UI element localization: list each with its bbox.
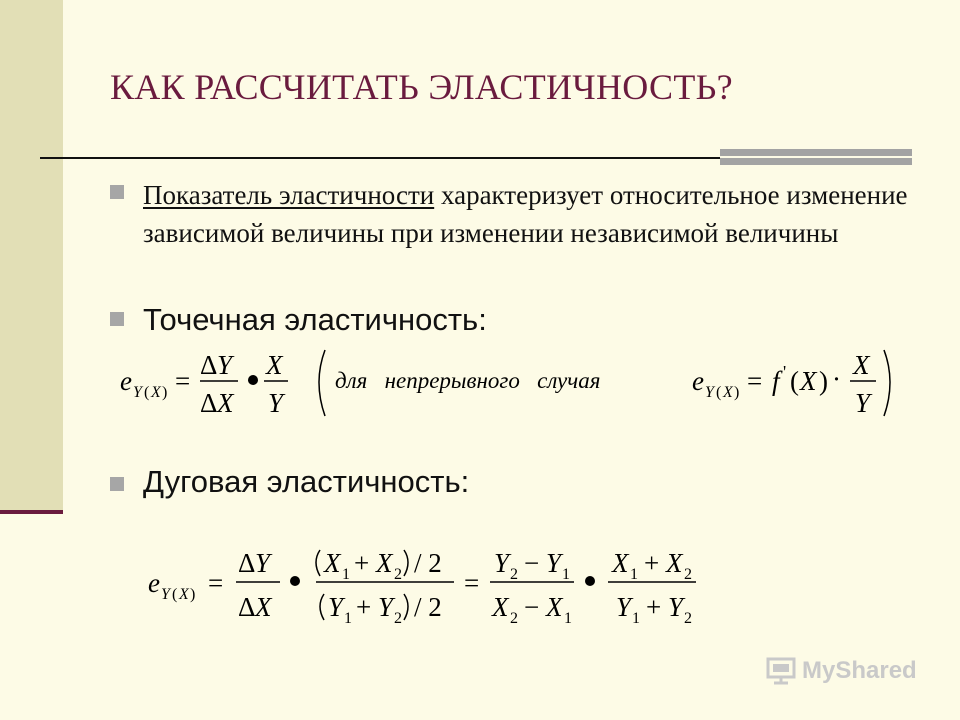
svg-text:X: X: [853, 350, 870, 380]
svg-text:=: =: [464, 568, 480, 598]
svg-text:(: (: [144, 384, 150, 401]
svg-text:): ): [819, 366, 828, 396]
svg-text:1: 1: [632, 610, 640, 627]
svg-text:(: (: [790, 366, 799, 396]
arc-elasticity-heading: Дуговая эластичность:: [143, 464, 470, 499]
svg-text:=: =: [208, 568, 224, 598]
svg-text:Y: Y: [255, 548, 271, 578]
svg-text:=: =: [747, 366, 763, 396]
svg-text:X: X: [546, 592, 563, 622]
svg-text:−: −: [524, 548, 540, 578]
svg-text:e: e: [120, 366, 132, 396]
svg-text:X: X: [666, 548, 683, 578]
svg-text:(: (: [172, 586, 178, 603]
svg-text:+: +: [646, 592, 662, 622]
svg-text:Y: Y: [133, 384, 142, 401]
svg-text:2: 2: [394, 566, 402, 583]
bullet-marker: [110, 185, 124, 199]
svg-text:Δ: Δ: [238, 548, 256, 578]
svg-text:Y: Y: [161, 586, 170, 603]
svg-text:/ 2: / 2: [414, 592, 442, 622]
svg-text:Y: Y: [705, 384, 714, 401]
svg-text:1: 1: [564, 610, 572, 627]
svg-text:1: 1: [344, 610, 352, 627]
svg-text:(: (: [716, 384, 722, 401]
svg-text:2: 2: [510, 566, 518, 583]
definition-term: Показатель эластичности: [143, 180, 435, 210]
svg-text:Δ: Δ: [238, 592, 256, 622]
svg-text:/ 2: / 2: [414, 548, 442, 578]
svg-text:X: X: [492, 592, 509, 622]
svg-text:e: e: [148, 568, 160, 598]
side-band-accent: [0, 510, 63, 514]
svg-text:X: X: [255, 592, 272, 622]
slide-title: КАК РАССЧИТАТЬ ЭЛАСТИЧНОСТЬ?: [110, 67, 733, 107]
svg-text:1: 1: [562, 566, 570, 583]
svg-text:2: 2: [394, 610, 402, 627]
bullet-marker: [110, 312, 124, 326]
svg-text:): ): [734, 384, 740, 401]
svg-text:+: +: [356, 592, 372, 622]
svg-text:X: X: [266, 350, 283, 380]
svg-text:Y: Y: [494, 548, 510, 578]
svg-text:·: ·: [832, 364, 841, 394]
svg-text:X: X: [179, 586, 189, 603]
svg-text:=: =: [175, 366, 191, 396]
arc-elasticity-formula: [148, 530, 748, 630]
svg-text:Y: Y: [378, 592, 394, 622]
definition-text: характеризует относительное изменение зависимой величины при изменении независимой величины: [143, 180, 908, 248]
watermark-text: MyShared: [802, 657, 917, 684]
svg-text:Y: Y: [268, 388, 284, 418]
svg-text:Y: Y: [855, 388, 871, 418]
title-underline: [40, 157, 720, 159]
svg-text:2: 2: [510, 610, 518, 627]
svg-text:e: e: [692, 366, 704, 396]
svg-text:X: X: [723, 384, 733, 401]
svg-text:X: X: [376, 548, 393, 578]
svg-text:Y: Y: [546, 548, 562, 578]
svg-text:+: +: [354, 548, 370, 578]
svg-text:Δ: Δ: [200, 350, 218, 380]
continuous-case-label: для непрерывного случая: [335, 368, 601, 393]
svg-text:Δ: Δ: [200, 388, 218, 418]
svg-text:': ': [783, 362, 787, 382]
point-elasticity-formula: [120, 342, 910, 422]
presentation-icon: [766, 657, 796, 685]
svg-text:Y: Y: [668, 592, 684, 622]
svg-text:X: X: [217, 388, 234, 418]
svg-text:X: X: [151, 384, 161, 401]
point-elasticity-heading: Точечная эластичность:: [143, 302, 487, 337]
svg-text:1: 1: [342, 566, 350, 583]
svg-text:X: X: [324, 548, 341, 578]
svg-text:X: X: [800, 366, 817, 396]
svg-text:f: f: [772, 366, 780, 396]
svg-text:Y: Y: [328, 592, 344, 622]
bullet-definition: [143, 176, 933, 252]
svg-text:+: +: [644, 548, 660, 578]
svg-text:1: 1: [630, 566, 638, 583]
svg-text:): ): [190, 586, 196, 603]
title-underline-bar: [720, 149, 912, 165]
bullet-marker: [110, 477, 124, 491]
side-band: [0, 0, 63, 513]
svg-text:−: −: [524, 592, 540, 622]
svg-text:Y: Y: [217, 350, 233, 380]
watermark-logo: [766, 657, 917, 685]
svg-text:Y: Y: [616, 592, 632, 622]
svg-text:X: X: [612, 548, 629, 578]
svg-text:2: 2: [684, 566, 692, 583]
svg-text:): ): [162, 384, 168, 401]
svg-text:2: 2: [684, 610, 692, 627]
